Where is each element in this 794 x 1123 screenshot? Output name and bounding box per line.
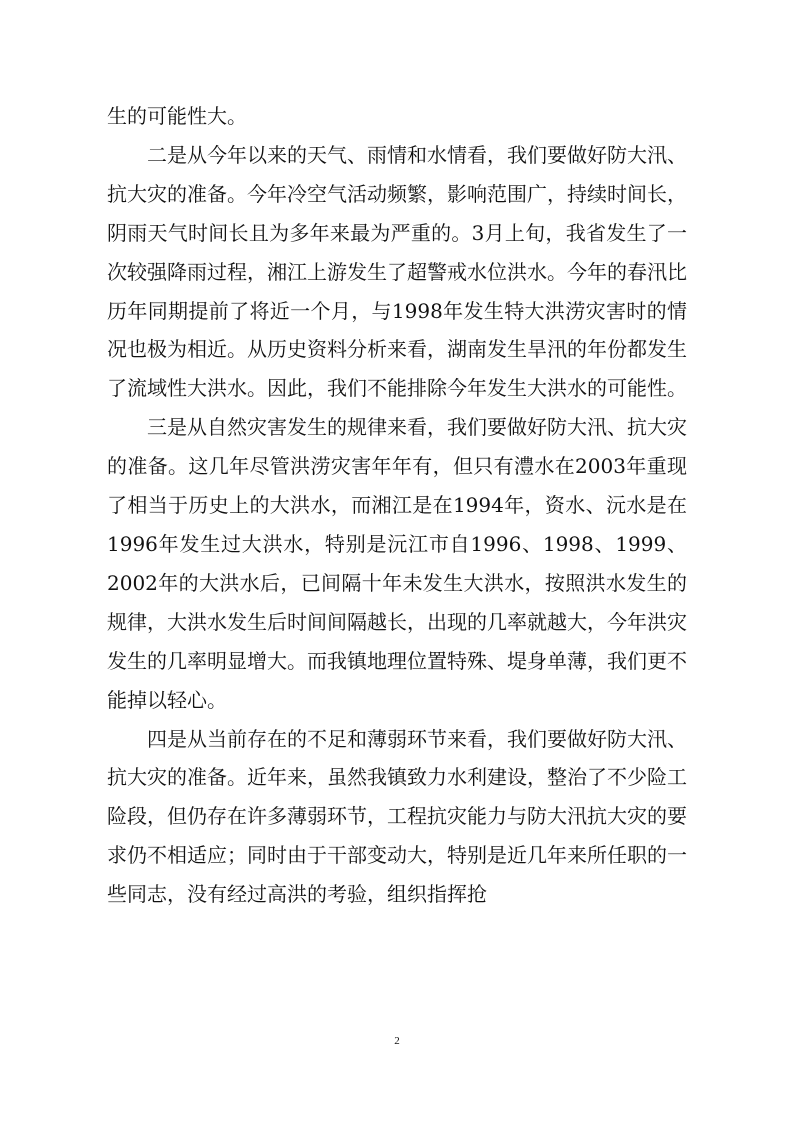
paragraph-weak-links: 四是从当前存在的不足和薄弱环节来看，我们要做好防大汛、抗大灾的准备。近年来，虽然我镇致力水利建设，整治了不少险工险段，但仍存在许多薄弱环节，工程抗灾能力与防大汛抗大灾的要求仍不相适应；同时由于干部变动大，特别是近几年来所任职的一些同志，没有经过高洪的考验，组织指挥抢	[107, 726, 687, 907]
page-number: 2	[394, 1035, 400, 1047]
document-body	[107, 97, 687, 914]
paragraph-weather: 二是从今年以来的天气、雨情和水情看，我们要做好防大汛、抗大灾的准备。今年冷空气活动频繁，影响范围广，持续时间长，阴雨天气时间长且为多年来最为严重的。3月上旬，我省发生了一次较强降雨过程，湘江上游发生了超警戒水位洪水。今年的春汛比历年同期提前了将近一个月，与1998年发生特大洪涝灾害时的情况也极为相近。从历史资料分析来看，湖南发生旱汛的年份都发生了流域性大洪水。因此，我们不能排除今年发生大洪水的可能性。	[107, 142, 687, 401]
paragraph-continuation: 生的可能性大。	[107, 104, 247, 128]
paragraph-disaster-pattern: 三是从自然灾害发生的规律来看，我们要做好防大汛、抗大灾的准备。这几年尽管洪涝灾害年年有，但只有澧水在2003年重现了相当于历史上的大洪水，而湘江是在1994年，资水、沅水是在1996年发生过大洪水，特别是沅江市自1996、1998、1999、2002年的大洪水后，已间隔十年未发生大洪水，按照洪水发生的规律，大洪水发生后时间间隔越长，出现的几率就越大，今年洪灾发生的几率明显增大。而我镇地理位置特殊、堤身单薄，我们更不能掉以轻心。	[107, 415, 687, 712]
